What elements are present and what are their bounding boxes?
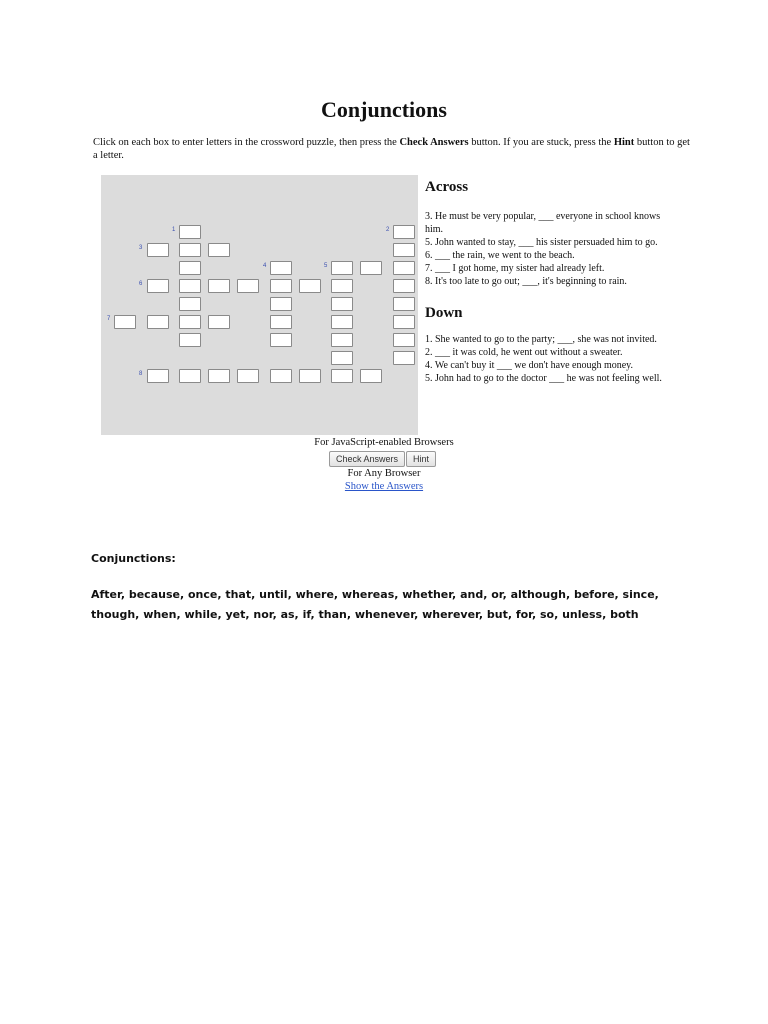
crossword-cell[interactable] <box>360 261 382 275</box>
down-clue-2: 2. ___ it was cold, he went out without a sweater. <box>425 347 623 358</box>
crossword-cell[interactable] <box>393 279 415 293</box>
crossword-cell[interactable] <box>179 261 201 275</box>
crossword-cell[interactable] <box>179 279 201 293</box>
crossword-cell[interactable] <box>179 243 201 257</box>
clue-number-3: 3 <box>139 245 143 251</box>
down-clue-1: 1. She wanted to go to the party; ___, she was not invited. <box>425 334 657 345</box>
button-row <box>329 451 436 467</box>
instructions-text-3: button to get a letter. <box>93 137 690 161</box>
crossword-cell[interactable] <box>270 369 292 383</box>
across-clue-8: 8. It's too late to go out; ___, it's beginning to rain. <box>425 276 627 287</box>
page-title: Conjunctions <box>321 97 447 122</box>
crossword-cell[interactable] <box>147 279 169 293</box>
clue-number-1: 1 <box>172 227 176 233</box>
crossword-cell[interactable] <box>179 297 201 311</box>
clue-number-7: 7 <box>107 316 111 322</box>
crossword-cell[interactable] <box>331 333 353 347</box>
crossword-cell[interactable] <box>331 315 353 329</box>
instructions-text-2: button. If you are stuck, press the <box>468 137 614 148</box>
crossword-cell[interactable] <box>299 369 321 383</box>
crossword-cell[interactable] <box>331 369 353 383</box>
crossword-cell[interactable] <box>147 243 169 257</box>
crossword-cell[interactable] <box>331 261 353 275</box>
clue-number-5: 5 <box>324 263 328 269</box>
crossword-cell[interactable] <box>360 369 382 383</box>
crossword-cell[interactable] <box>179 315 201 329</box>
crossword-cell[interactable] <box>270 333 292 347</box>
instructions-check-answers: Check Answers <box>399 137 469 148</box>
crossword-cell[interactable] <box>208 315 230 329</box>
show-answers-container <box>0 481 768 492</box>
across-clue-list <box>425 210 675 288</box>
conjunctions-heading: Conjunctions: <box>91 552 176 565</box>
crossword-cell[interactable] <box>270 279 292 293</box>
crossword-cell[interactable] <box>114 315 136 329</box>
down-clue-5: 5. John had to go to the doctor ___ he was not feeling well. <box>425 373 662 384</box>
clue-number-4: 4 <box>263 263 267 269</box>
instructions-hint: Hint <box>613 137 635 148</box>
hint-button[interactable]: Hint <box>406 451 436 467</box>
crossword-cell[interactable] <box>393 351 415 365</box>
crossword-cell[interactable] <box>147 315 169 329</box>
instructions-text-1: Click on each box to enter letters in the crossword puzzle, then press the <box>93 137 400 148</box>
crossword-cell[interactable] <box>208 279 230 293</box>
crossword-cell[interactable] <box>208 369 230 383</box>
crossword-cell[interactable] <box>270 261 292 275</box>
crossword-cell[interactable] <box>331 279 353 293</box>
conjunctions-list: After, because, once, that, until, where, whereas, whether, and, or, although, before, since, though, when, while, yet, nor, as, if, than, whenever, wherever, but, for, so, unless, both <box>91 588 659 621</box>
crossword-cell[interactable] <box>393 333 415 347</box>
crossword-cell[interactable] <box>393 243 415 257</box>
crossword-cell[interactable] <box>331 297 353 311</box>
crossword-cell[interactable] <box>393 297 415 311</box>
any-browser-label: For Any Browser <box>347 468 421 479</box>
across-clue-6: 6. ___ the rain, we went to the beach. <box>425 250 575 261</box>
crossword-cell[interactable] <box>331 351 353 365</box>
check-answers-button[interactable]: Check Answers <box>329 451 405 467</box>
crossword-cell[interactable] <box>179 333 201 347</box>
crossword-cell[interactable] <box>393 225 415 239</box>
down-heading: Down <box>425 305 463 321</box>
down-clue-4: 4. We can't buy it ___ we don't have enough money. <box>425 360 634 371</box>
crossword-cell[interactable] <box>393 315 415 329</box>
show-answers-link[interactable]: Show the Answers <box>344 481 424 492</box>
across-heading: Across <box>425 179 469 195</box>
crossword-cell[interactable] <box>393 261 415 275</box>
crossword-cell[interactable] <box>179 369 201 383</box>
crossword-cell[interactable] <box>237 369 259 383</box>
clue-number-8: 8 <box>139 371 143 377</box>
crossword-cell[interactable] <box>270 315 292 329</box>
across-clue-7: 7. ___ I got home, my sister had already left. <box>425 263 605 274</box>
crossword-grid <box>101 175 418 435</box>
js-browsers-label: For JavaScript-enabled Browsers <box>314 437 454 448</box>
crossword-cell[interactable] <box>147 369 169 383</box>
across-clue-3: 3. He must be very popular, ___ everyone in school knows him. <box>425 211 661 235</box>
crossword-cell[interactable] <box>179 225 201 239</box>
down-clue-list <box>425 333 675 385</box>
crossword-cell[interactable] <box>208 243 230 257</box>
clue-number-2: 2 <box>386 227 390 233</box>
instructions <box>93 136 693 162</box>
across-clue-5: 5. John wanted to stay, ___ his sister persuaded him to go. <box>425 237 658 248</box>
crossword-cell[interactable] <box>299 279 321 293</box>
clue-number-6: 6 <box>139 281 143 287</box>
clues-panel <box>425 178 675 385</box>
crossword-cell[interactable] <box>270 297 292 311</box>
crossword-cell[interactable] <box>237 279 259 293</box>
